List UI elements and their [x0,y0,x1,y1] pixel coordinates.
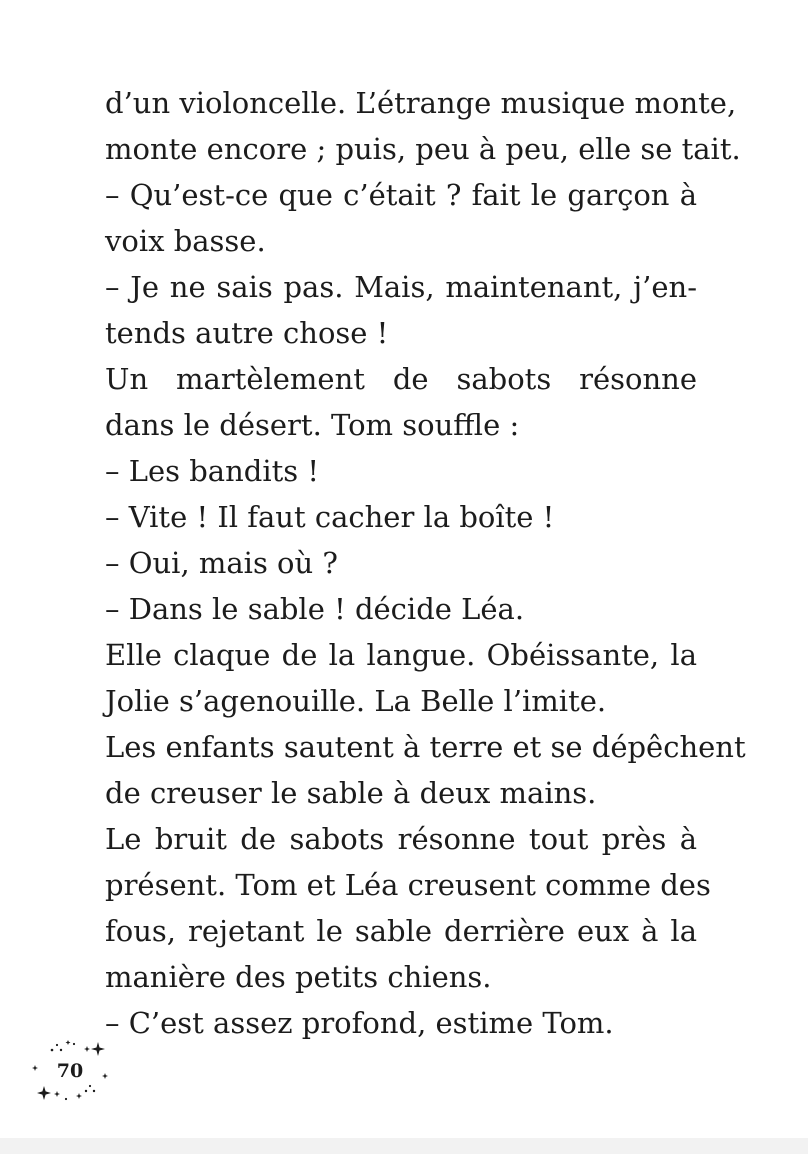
text-line: dans le désert. Tom souffle : [105,408,520,442]
page-number: 70 [56,1060,84,1082]
text-line: – Vite ! Il faut cacher la boîte ! [105,500,555,534]
text-line: Le bruit de sabots résonne tout près à [105,822,697,856]
text-line: – Les bandits ! [105,454,320,488]
text-line: fous, rejetant le sable derrière eux à la [105,914,697,948]
text-line: manière des petits chiens. [105,960,492,994]
text-line: Les enfants sautent à terre et se dépêchent [105,730,746,764]
text-line: Un martèlement de sabots résonne [105,362,697,396]
text-line: – Dans le sable ! décide Léa. [105,592,525,626]
text-line: Jolie s’agenouille. La Belle l’imite. [105,684,607,718]
text-line: présent. Tom et Léa creusent comme des [105,868,711,902]
text-line: voix basse. [105,224,266,258]
page-footer [30,1036,114,1108]
text-line: – Je ne sais pas. Mais, maintenant, j’en- [105,270,697,304]
text-line: Elle claque de la langue. Obéissante, la [105,638,697,672]
text-line: monte encore ; puis, peu à peu, elle se tait. [105,132,741,166]
text-line: de creuser le sable à deux mains. [105,776,597,810]
text-line: tends autre chose ! [105,316,389,350]
text-line: – Oui, mais où ? [105,546,338,580]
text-line: d’un violoncelle. L’étrange musique monte, [105,86,737,120]
text-line: – Qu’est-ce que c’était ? fait le garçon à [105,178,697,212]
page-bottom-edge [0,1138,808,1154]
text-line: – C’est assez profond, estime Tom. [105,1006,614,1040]
body-text [105,80,746,1046]
